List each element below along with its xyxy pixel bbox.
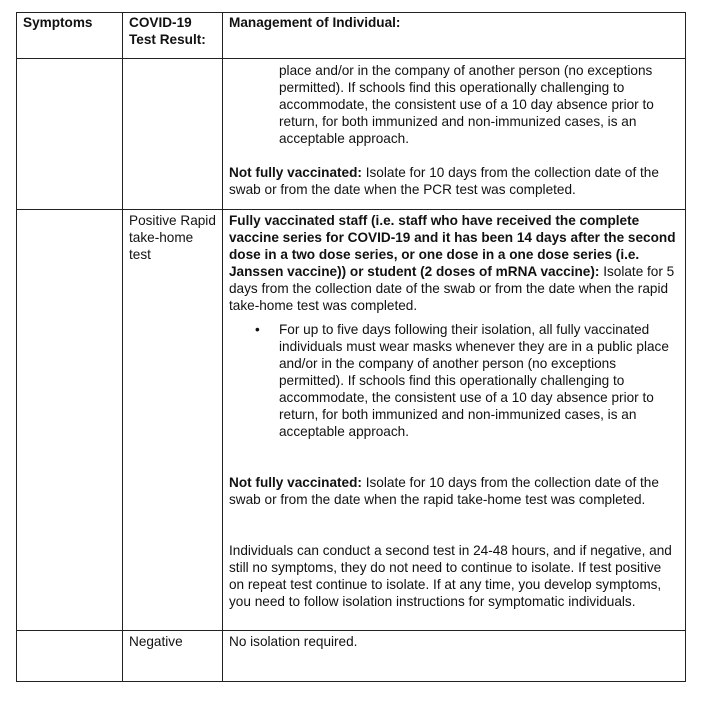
table-row [17,210,686,631]
management-cell [223,59,686,210]
not-vaccinated-paragraph [229,164,679,198]
header-symptoms: Symptoms [17,13,123,59]
header-row [17,13,686,59]
not-vaccinated-paragraph [229,474,679,508]
table-row [17,59,686,210]
bullet-text: For up to five days following their isolation, all fully vaccinated individuals must wear masks whenever they are in a public place and/or in the company of another person (no exceptions permitted). If schools find this operationally challenging to accommodate, the consistent use of a 10 day absence prior to return, for both immunized and non-immunized cases, is an acceptable approach. [279,322,669,439]
not-vaccinated-text: Isolate for 10 days from the collection date of the swab or from the date when the PCR test was completed. [229,165,659,197]
vaccinated-paragraph [229,212,679,314]
test-result-cell [123,59,223,210]
not-vaccinated-label: Not fully vaccinated: [229,475,362,490]
symptoms-cell [17,210,123,631]
table-row [17,631,686,682]
header-test-result: COVID-19 Test Result: [123,13,223,59]
test-result-cell: Negative [123,631,223,682]
symptoms-cell [17,631,123,682]
management-table [16,12,686,682]
list-item [229,321,679,440]
not-vaccinated-text: Isolate for 10 days from the collection date of the swab or from the date when the rapid take-home test was completed. [229,475,659,507]
header-management: Management of Individual: [223,13,686,59]
symptoms-cell [17,59,123,210]
not-vaccinated-label: Not fully vaccinated: [229,165,362,180]
vaccinated-text: Isolate for 5 days from the collection date of the swab or from the date when the rapid take-home test was completed. [229,264,675,313]
second-test-paragraph: Individuals can conduct a second test in 24-48 hours, and if negative, and still no symptoms, they do not need to continue to isolate. If test positive on repeat test continue to isolate. If at any time, you develop symptoms, you need to follow isolation instructions for symptomatic individuals. [229,543,672,609]
bullet-icon: • [255,322,260,337]
continued-bullet-text: place and/or in the company of another person (no exceptions permitted). If schools find this operationally challenging to accommodate, the consistent use of a 10 day absence prior to return, for both immunized and non-immunized cases, is an acceptable approach. [279,63,654,146]
management-cell: No isolation required. [223,631,686,682]
management-cell [223,210,686,631]
test-result-cell: Positive Rapid take-home test [123,210,223,631]
vaccinated-label: Fully vaccinated staff (i.e. staff who have received the complete vaccine series for COVID-19 and it has been 14 days after the second dose in a two dose series, or one dose in a one dose series (i.e. Janssen vaccine)) or student (2 doses of mRNA vaccine): [229,213,676,279]
